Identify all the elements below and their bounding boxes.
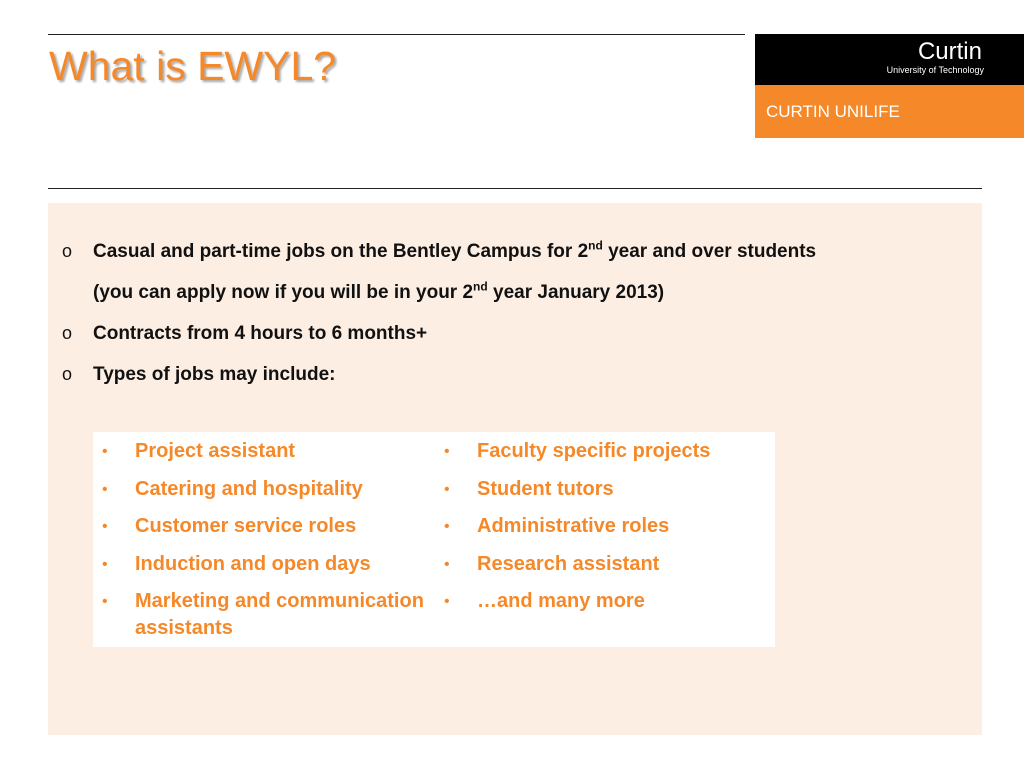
logo-name: Curtin <box>917 38 982 65</box>
bullet-text: year and over students <box>602 241 817 262</box>
bullet-marker: o <box>62 241 73 261</box>
content-panel <box>48 203 982 735</box>
slide-title: What is EWYL? <box>49 43 337 89</box>
job-label: Faculty specific projects <box>477 440 711 462</box>
bullet-dot-icon: • <box>444 593 450 610</box>
job-list-right <box>435 438 770 626</box>
job-label: Marketing and communication assistants <box>135 590 424 639</box>
bullet-superscript: nd <box>588 238 603 253</box>
job-item <box>93 438 428 465</box>
job-label: Research assistant <box>477 552 660 575</box>
job-label: Customer service roles <box>135 515 357 537</box>
bullet-dot-icon: • <box>444 443 450 460</box>
job-item <box>93 551 428 578</box>
job-item <box>435 476 770 503</box>
bullet-dot-icon: • <box>102 443 108 460</box>
job-item <box>435 438 770 465</box>
bullet-text: Types of jobs may include: <box>93 364 336 385</box>
job-item <box>93 588 428 642</box>
unilife-label: CURTIN UNILIFE <box>766 102 900 121</box>
job-types-table <box>93 432 775 647</box>
unilife-banner <box>755 85 1024 138</box>
bullet-text: Contracts from 4 hours to 6 months+ <box>93 323 428 344</box>
bullet-dot-icon: • <box>102 518 108 535</box>
job-label: …and many more <box>477 590 645 612</box>
main-bullet-list <box>62 231 972 395</box>
job-list-left <box>93 438 428 653</box>
bullet-marker: o <box>62 364 73 384</box>
bullet-text: Casual and part-time jobs on the Bentley Campus for 2 <box>93 241 589 262</box>
logo-subtitle: University of Technology <box>886 65 984 75</box>
bullet-text: year January 2013) <box>487 282 665 303</box>
bullet-item <box>62 313 972 354</box>
bullet-text: (you can apply now if you will be in your 2 <box>93 282 474 303</box>
bullet-dot-icon: • <box>444 555 450 573</box>
bullet-item <box>62 354 972 395</box>
job-item <box>435 588 770 615</box>
job-item <box>93 476 428 503</box>
bullet-continuation <box>62 272 972 313</box>
job-label: Catering and hospitality <box>135 477 363 500</box>
bullet-dot-icon: • <box>102 480 108 498</box>
job-item <box>435 551 770 578</box>
bullet-marker: o <box>62 323 73 343</box>
top-divider <box>48 34 745 35</box>
bullet-dot-icon: • <box>102 555 108 573</box>
curtin-logo <box>755 34 1024 85</box>
job-item <box>93 513 428 540</box>
job-label: Induction and open days <box>135 552 371 575</box>
bullet-dot-icon: • <box>444 518 450 535</box>
job-label: Project assistant <box>135 440 296 462</box>
bullet-dot-icon: • <box>444 480 450 498</box>
job-label: Administrative roles <box>477 515 670 537</box>
bullet-item <box>62 231 972 272</box>
job-label: Student tutors <box>477 477 614 500</box>
bullet-dot-icon: • <box>102 593 108 610</box>
content-divider <box>48 188 982 189</box>
job-item <box>435 513 770 540</box>
bullet-superscript: nd <box>473 279 488 294</box>
